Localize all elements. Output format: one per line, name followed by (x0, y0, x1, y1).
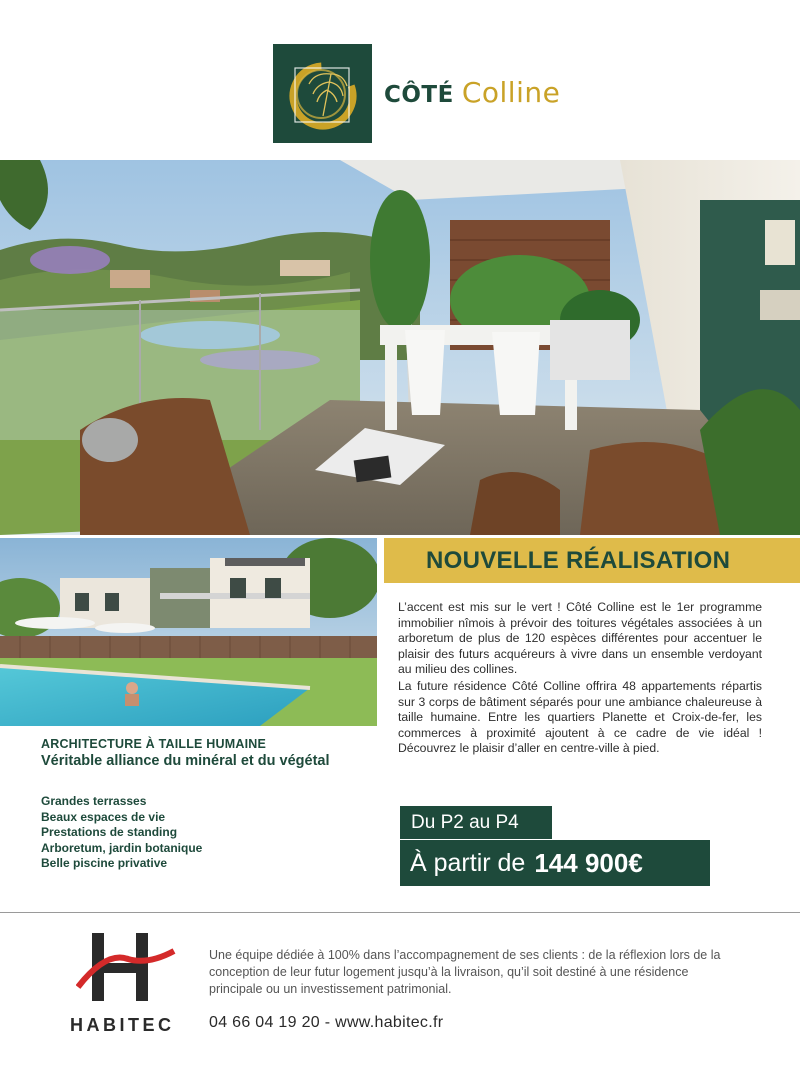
apartment-range: Du P2 au P4 (411, 811, 519, 833)
habitec-logo-mark (76, 929, 176, 1005)
feature-item: Grandes terrasses (41, 794, 147, 808)
price-value: 144 900€ (534, 847, 643, 878)
brand-part2: Colline (461, 76, 561, 109)
feature-item: Prestations de standing (41, 825, 178, 839)
brand-part1: CÔTÉ (384, 82, 454, 108)
footer-description: Une équipe dédiée à 100% dans l’accompagnement de ses clients : de la réflexion lors de la conception de leur futur logement jusqu’à la livraison, qu’il soit destiné à une résidence principale ou un investissement patrimonial. (209, 948, 721, 996)
hero-terrace-image (0, 160, 800, 535)
price-box (400, 840, 710, 886)
features-list (41, 794, 202, 872)
residence-pool-image (0, 538, 377, 726)
description-text (398, 600, 762, 758)
footer-divider (0, 912, 800, 913)
habitec-name: HABITEC (70, 1015, 175, 1035)
feature-item: Belle piscine privative (41, 856, 168, 870)
apartment-range-box (400, 806, 552, 839)
banner-title: NOUVELLE RÉALISATION (426, 546, 731, 574)
architecture-subtitle: Véritable alliance du minéral et du végétal (41, 753, 330, 769)
price-label: À partir de (410, 848, 526, 877)
feature-item: Arboretum, jardin botanique (41, 840, 203, 855)
nouvelle-realisation-banner (384, 538, 800, 583)
brand-name (384, 76, 560, 112)
description-paragraph-2: La future résidence Côté Colline offrira 48 appartements répartis sur 3 corps de bâtiment séparés pour une ambiance chaleureuse à taille humaine. Entre les quartiers Planette et Croix-de-fer, les commerces à proximité ajoutent à ce cadre de vie idéal ! Découvrez le plaisir d’aller en centre-ville à pied. (398, 678, 762, 756)
contact-info[interactable]: 04 66 04 19 20 - www.habitec.fr (209, 1014, 444, 1031)
description-paragraph-1: L’accent est mis sur le vert ! Côté Colline est le 1er programme immobilier nîmois à prévoir des toitures végétales associées à un arboretum de plus de 120 espèces différentes pour accentuer le plaisir des futurs acquéreurs à vivre dans un ensemble verdoyant au milieu des collines. (398, 600, 762, 677)
architecture-title: ARCHITECTURE À TAILLE HUMAINE (41, 737, 267, 751)
cote-colline-logo-mark (273, 44, 372, 143)
feature-item: Beaux espaces de vie (41, 809, 166, 824)
